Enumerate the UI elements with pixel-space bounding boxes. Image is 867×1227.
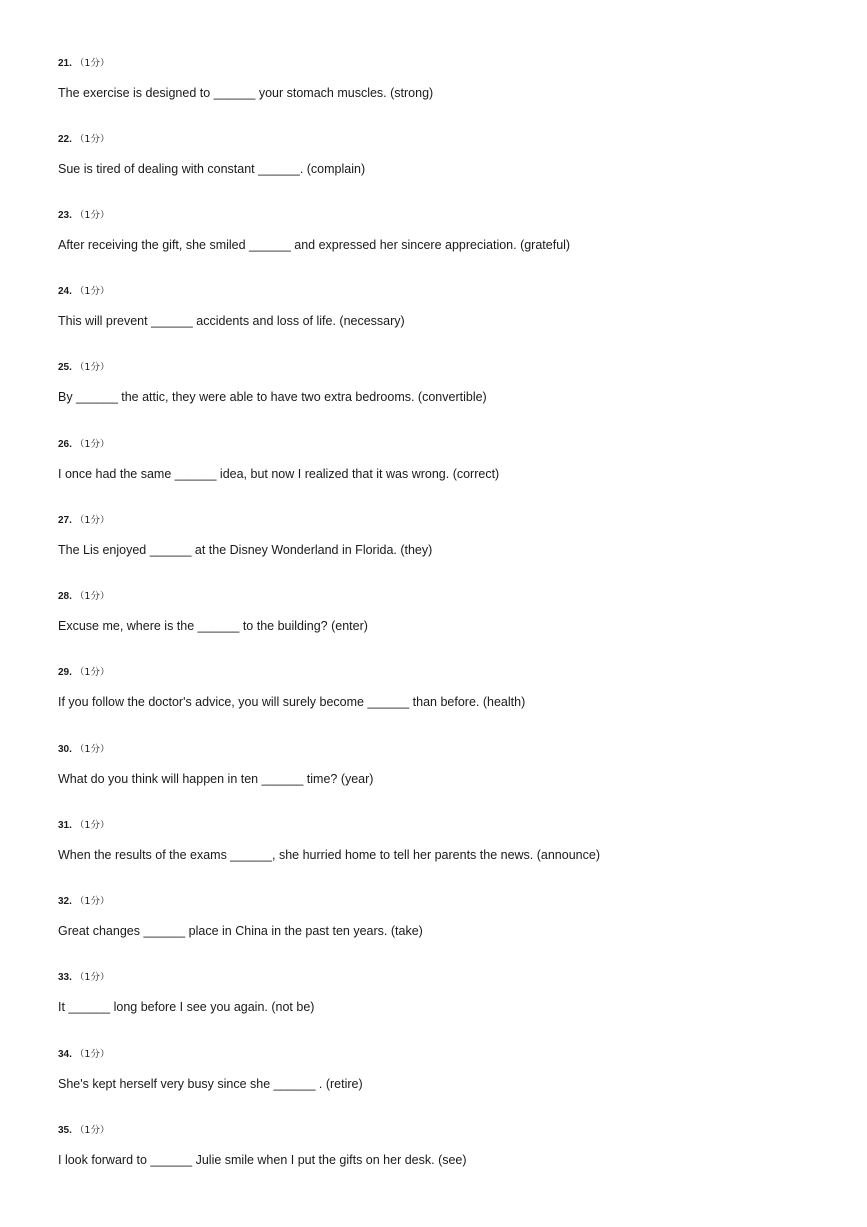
question-points: （1分） xyxy=(74,439,110,450)
question-31 xyxy=(58,819,838,864)
question-text: This will prevent ______ accidents and loss of life. (necessary) xyxy=(58,314,405,328)
question-header xyxy=(58,209,838,223)
question-28 xyxy=(58,590,838,635)
question-number: 22. xyxy=(58,134,72,145)
question-number: 27. xyxy=(58,515,72,526)
question-header xyxy=(58,1124,838,1138)
question-number: 34. xyxy=(58,1049,72,1060)
question-points: （1分） xyxy=(74,1125,110,1136)
question-header xyxy=(58,1048,838,1062)
question-text: By ______ the attic, they were able to have two extra bedrooms. (convertible) xyxy=(58,390,487,404)
question-header xyxy=(58,361,838,375)
question-points: （1分） xyxy=(74,591,110,602)
question-26 xyxy=(58,438,838,483)
question-25 xyxy=(58,361,838,406)
question-number: 35. xyxy=(58,1125,72,1136)
question-22 xyxy=(58,133,838,178)
question-33 xyxy=(58,971,838,1016)
question-32 xyxy=(58,895,838,940)
question-text: The Lis enjoyed ______ at the Disney Wonderland in Florida. (they) xyxy=(58,543,433,557)
question-30 xyxy=(58,743,838,788)
question-number: 21. xyxy=(58,58,72,69)
question-24 xyxy=(58,285,838,330)
question-points: （1分） xyxy=(74,1049,110,1060)
question-text: I once had the same ______ idea, but now I realized that it was wrong. (correct) xyxy=(58,467,500,481)
question-text: I look forward to ______ Julie smile when I put the gifts on her desk. (see) xyxy=(58,1153,467,1167)
question-number: 24. xyxy=(58,286,72,297)
question-points: （1分） xyxy=(74,744,110,755)
question-27 xyxy=(58,514,838,559)
question-34 xyxy=(58,1048,838,1093)
question-text: Sue is tired of dealing with constant ______. (complain) xyxy=(58,162,366,176)
question-text: After receiving the gift, she smiled ______ and expressed her sincere appreciation. (grateful) xyxy=(58,238,571,252)
question-number: 29. xyxy=(58,667,72,678)
question-header xyxy=(58,438,838,452)
question-header xyxy=(58,819,838,833)
question-header xyxy=(58,590,838,604)
question-points: （1分） xyxy=(74,820,110,831)
question-21 xyxy=(58,57,838,102)
question-points: （1分） xyxy=(74,58,110,69)
question-number: 26. xyxy=(58,439,72,450)
question-35 xyxy=(58,1124,838,1169)
question-header xyxy=(58,971,838,985)
question-header xyxy=(58,285,838,299)
question-text: When the results of the exams ______, she hurried home to tell her parents the news. (announce) xyxy=(58,848,600,862)
question-number: 25. xyxy=(58,362,72,373)
question-points: （1分） xyxy=(74,896,110,907)
question-header xyxy=(58,57,838,71)
question-header xyxy=(58,743,838,757)
question-header xyxy=(58,514,838,528)
question-header xyxy=(58,895,838,909)
question-number: 31. xyxy=(58,820,72,831)
question-number: 23. xyxy=(58,210,72,221)
question-23 xyxy=(58,209,838,254)
question-points: （1分） xyxy=(74,286,110,297)
question-header xyxy=(58,666,838,680)
question-text: The exercise is designed to ______ your stomach muscles. (strong) xyxy=(58,86,434,100)
question-text: What do you think will happen in ten ______ time? (year) xyxy=(58,772,374,786)
question-text: It ______ long before I see you again. (not be) xyxy=(58,1000,315,1014)
question-header xyxy=(58,133,838,147)
question-number: 33. xyxy=(58,972,72,983)
question-points: （1分） xyxy=(74,972,110,983)
question-points: （1分） xyxy=(74,210,110,221)
question-number: 30. xyxy=(58,744,72,755)
question-points: （1分） xyxy=(74,515,110,526)
question-text: Great changes ______ place in China in the past ten years. (take) xyxy=(58,924,423,938)
question-points: （1分） xyxy=(74,134,110,145)
question-points: （1分） xyxy=(74,362,110,373)
question-number: 28. xyxy=(58,591,72,602)
question-points: （1分） xyxy=(74,667,110,678)
question-text: If you follow the doctor's advice, you will surely become ______ than before. (health) xyxy=(58,695,526,709)
question-text: Excuse me, where is the ______ to the building? (enter) xyxy=(58,619,368,633)
question-text: She's kept herself very busy since she ______ . (retire) xyxy=(58,1077,363,1091)
question-number: 32. xyxy=(58,896,72,907)
question-29 xyxy=(58,666,838,711)
